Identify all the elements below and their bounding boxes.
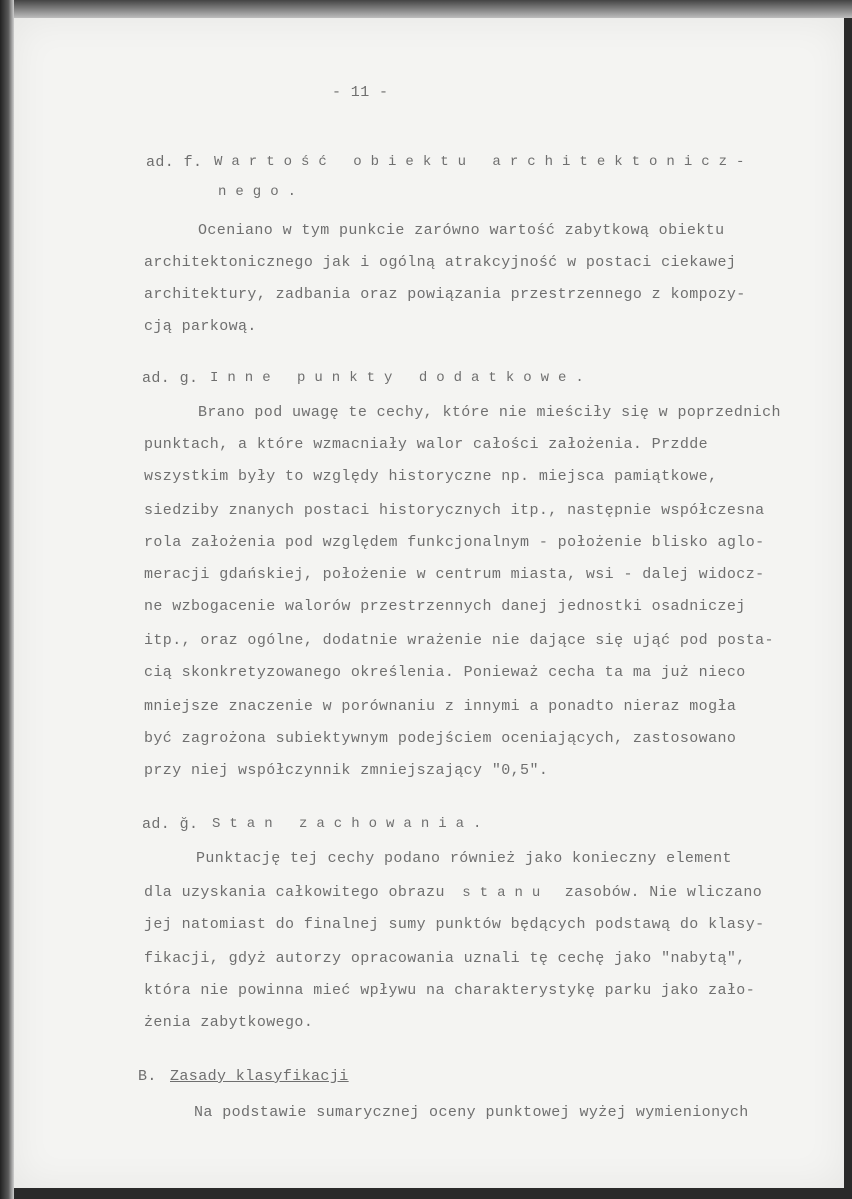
scan-top-edge	[0, 0, 852, 18]
page-number: - 11 -	[332, 84, 389, 101]
section-h-text: zasobów. Nie wliczano	[564, 884, 763, 901]
section-g-label: ad. g.	[142, 370, 199, 387]
section-f-heading-cont: nego.	[218, 184, 306, 200]
section-h-line: jej natomiast do finalnej sumy punktów będących podstawą do klasy-	[144, 916, 765, 933]
section-g-line: siedziby znanych postaci historycznych itp., następnie współczesna	[144, 502, 765, 519]
section-b-heading: Zasady klasyfikacji	[170, 1068, 349, 1085]
section-g-line: cią skonkretyzowanego określenia. Ponieważ cecha ta ma już nieco	[144, 664, 746, 681]
section-f-line: cją parkową.	[144, 318, 257, 335]
section-f-label: ad. f.	[146, 154, 203, 171]
scan-left-edge	[0, 0, 14, 1199]
section-h-line: fikacji, gdyż autorzy opracowania uznali tę cechę jako "nabytą",	[144, 950, 746, 967]
section-g-line: itp., oraz ogólne, dodatnie wrażenie nie dające się ująć pod posta-	[144, 632, 774, 649]
section-f-line: architektury, zadbania oraz powiązania przestrzennego z kompozy-	[144, 286, 746, 303]
section-g-heading: Inne punkty dodatkowe.	[210, 370, 593, 386]
section-f-heading: Wartość obiektu architektonicz-	[214, 154, 754, 170]
section-h-line: która nie powinna mieć wpływu na charakterystykę parku jako zało-	[144, 982, 756, 999]
section-f-line: architektonicznego jak i ogólną atrakcyjność w postaci ciekawej	[144, 254, 737, 271]
document-page	[14, 18, 844, 1188]
section-h-heading: Stan zachowania.	[212, 816, 491, 832]
section-g-line: przy niej współczynnik zmniejszający "0,5".	[144, 762, 549, 779]
section-h-line: Punktację tej cechy podano również jako konieczny element	[196, 850, 732, 867]
section-g-line: meracji gdańskiej, położenie w centrum miasta, wsi - dalej widocz-	[144, 566, 765, 583]
section-g-line: mniejsze znaczenie w porównaniu z innymi a ponadto nieraz mogła	[144, 698, 737, 715]
section-b-label: B.	[138, 1068, 157, 1085]
section-g-line: rola założenia pod względem funkcjonalnym - położenie blisko aglo-	[144, 534, 765, 551]
section-h-line: żenia zabytkowego.	[144, 1014, 314, 1031]
section-h-spaced-word: stanu	[462, 885, 550, 901]
section-f-line: Oceniano w tym punkcie zarówno wartość zabytkową obiektu	[198, 222, 725, 239]
section-g-line: punktach, a które wzmacniały walor całości założenia. Przdde	[144, 436, 709, 453]
section-h-label: ad. ğ.	[142, 816, 199, 833]
section-g-line: być zagrożona subiektywnym podejściem oceniających, zastosowano	[144, 730, 737, 747]
section-h-line	[144, 884, 762, 901]
section-g-line: wszystkim były to względy historyczne np. miejsca pamiątkowe,	[144, 468, 718, 485]
section-g-line: Brano pod uwagę te cechy, które nie mieściły się w poprzednich	[198, 404, 781, 421]
section-b-line: Na podstawie sumarycznej oceny punktowej wyżej wymienionych	[194, 1104, 749, 1121]
section-h-text: dla uzyskania całkowitego obrazu	[144, 884, 445, 901]
section-g-line: ne wzbogacenie walorów przestrzennych danej jednostki osadniczej	[144, 598, 746, 615]
